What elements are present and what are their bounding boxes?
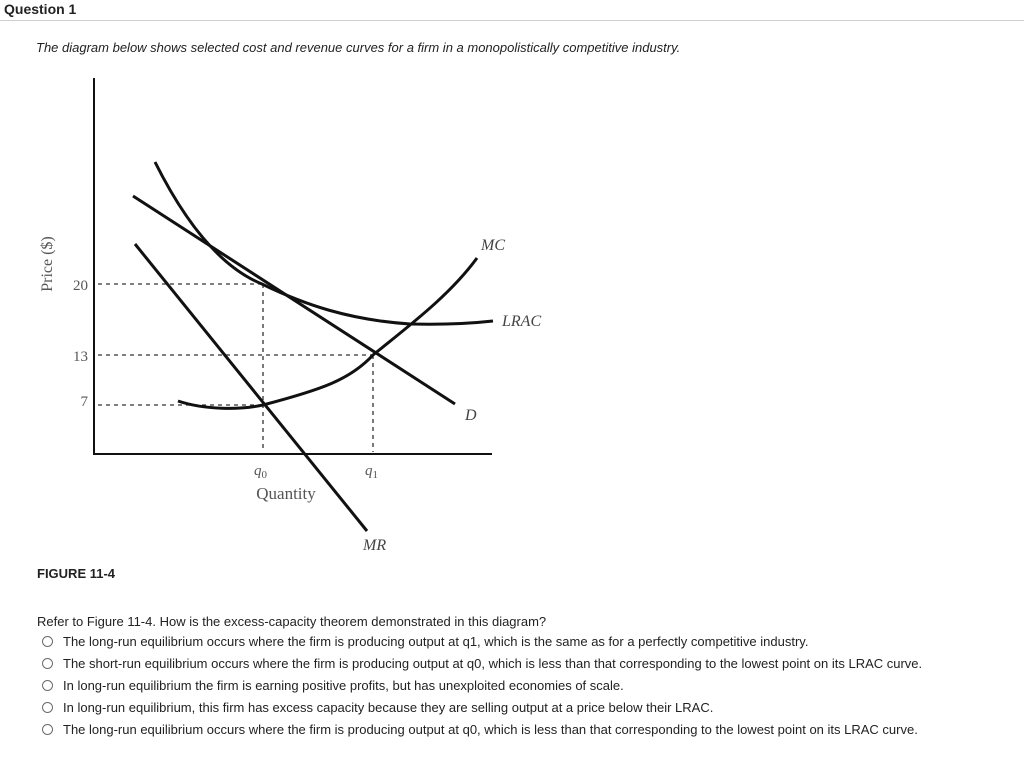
mr-curve [135,244,367,531]
y-axis-label: Price ($) [39,236,56,292]
answer-option-b[interactable] [42,652,922,674]
radio-button-a[interactable] [42,636,53,647]
lrac-label: LRAC [502,313,542,330]
answer-option-e[interactable] [42,718,922,740]
answer-option-text: In long-run equilibrium, this firm has excess capacity because they are selling output at a price below their LRAC. [63,699,714,715]
x-tick-q1: $q_1$ [365,463,378,481]
mc-curve [178,258,477,408]
answer-option-a[interactable] [42,630,922,652]
radio-button-c[interactable] [42,680,53,691]
y-tick-7: 7 [80,394,88,410]
demand-label: D [465,407,477,424]
answer-option-c[interactable] [42,674,922,696]
lrac-curve [155,162,493,324]
mr-label: MR [363,537,387,554]
answer-option-text: The long-run equilibrium occurs where the firm is producing output at q0, which is less than that corresponding to the lowest point on its LRAC curve. [63,721,918,737]
answer-option-d[interactable] [42,696,922,718]
radio-button-e[interactable] [42,724,53,735]
question-intro: The diagram below shows selected cost and revenue curves for a firm in a monopolistically competitive industry. [36,40,681,55]
radio-button-d[interactable] [42,702,53,713]
figure-caption: FIGURE 11-4 [37,566,116,581]
answer-option-text: The short-run equilibrium occurs where the firm is producing output at q0, which is less than that corresponding to the lowest point on its LRAC curve. [63,655,923,671]
question-prompt: Refer to Figure 11-4. How is the excess-capacity theorem demonstrated in this diagram? [37,614,547,629]
answer-choices [42,630,922,740]
x-tick-q0: $q_0$ [254,463,267,481]
y-tick-13: 13 [73,349,88,365]
question-title: Question 1 [4,1,77,17]
x-axis-label: Quantity [256,484,316,503]
answer-option-text: In long-run equilibrium the firm is earning positive profits, but has unexploited economies of scale. [63,677,624,693]
mc-label: MC [481,237,505,254]
answer-option-text: The long-run equilibrium occurs where the firm is producing output at q1, which is the same as for a perfectly competitive industry. [63,633,809,649]
radio-button-b[interactable] [42,658,53,669]
y-tick-20: 20 [73,278,88,294]
